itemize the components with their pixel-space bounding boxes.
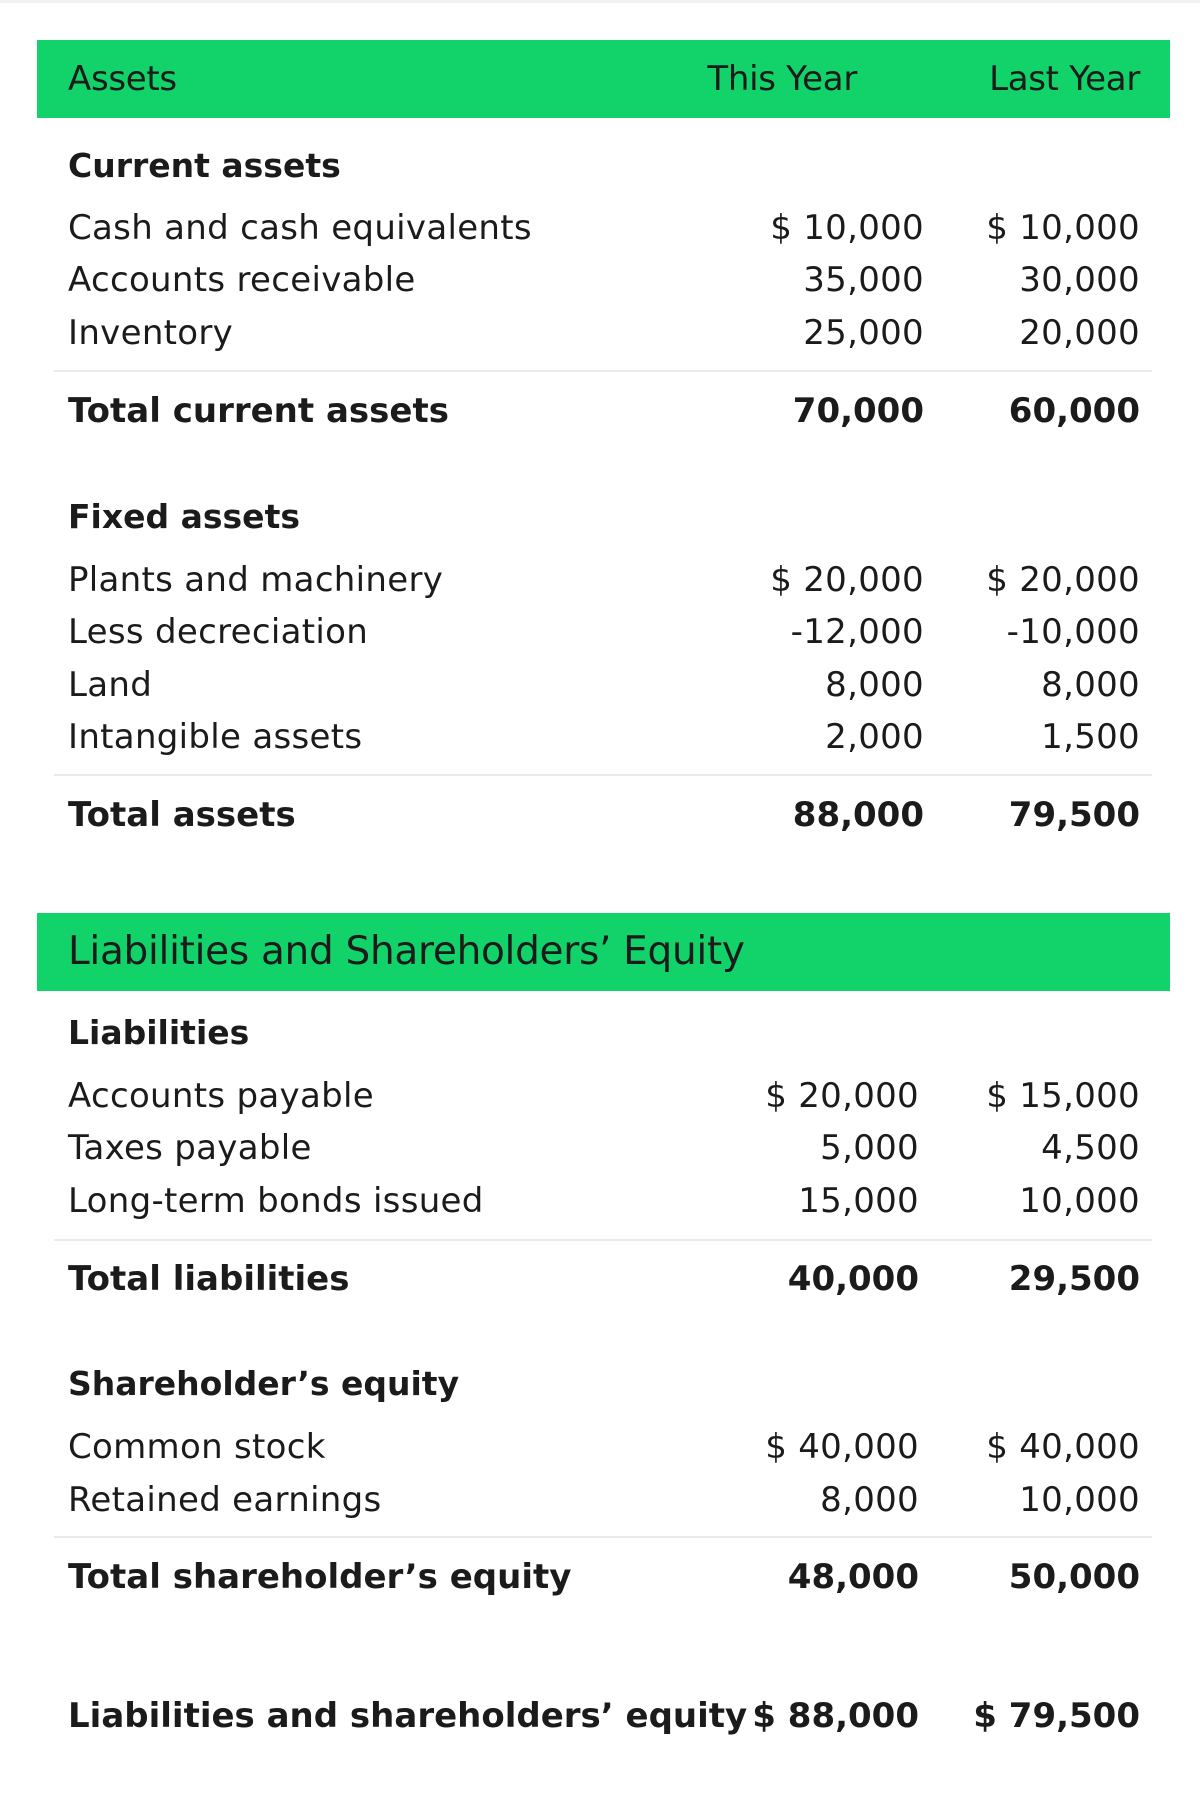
total-label: Total current assets bbox=[68, 391, 449, 431]
row-label: Land bbox=[68, 665, 153, 705]
row-label: Retained earnings bbox=[68, 1480, 382, 1520]
row-value-last-year: -10,000 bbox=[1006, 612, 1140, 652]
total-value-this-year: 40,000 bbox=[787, 1259, 919, 1299]
row-value-this-year: 2,000 bbox=[825, 717, 924, 757]
section-heading-label: Liabilities bbox=[68, 1013, 250, 1052]
total-row-liabilities bbox=[68, 1253, 1140, 1305]
row-value-this-year: $ 40,000 bbox=[765, 1427, 919, 1467]
total-label: Total assets bbox=[68, 795, 296, 835]
row-value-this-year: 5,000 bbox=[820, 1128, 919, 1168]
row-value-this-year: $ 20,000 bbox=[770, 560, 924, 600]
row-label: Less decreciation bbox=[68, 612, 369, 652]
row-label: Accounts receivable bbox=[68, 260, 416, 300]
assets-header-title: Assets bbox=[68, 59, 177, 99]
liabilities-header-title: Liabilities and Shareholders’ Equity bbox=[68, 929, 745, 974]
total-value-last-year: 50,000 bbox=[1008, 1557, 1140, 1597]
row-value-last-year: $ 10,000 bbox=[986, 208, 1140, 248]
row-value-last-year: 20,000 bbox=[1019, 313, 1140, 353]
row-value-this-year: -12,000 bbox=[790, 612, 924, 652]
row-value-this-year: 35,000 bbox=[803, 260, 924, 300]
row-label: Common stock bbox=[68, 1427, 326, 1467]
divider bbox=[54, 774, 1152, 776]
row-value-this-year: 15,000 bbox=[798, 1181, 919, 1221]
row-value-last-year: 4,500 bbox=[1041, 1128, 1140, 1168]
total-value-this-year: 88,000 bbox=[792, 795, 924, 835]
table-row bbox=[68, 554, 1140, 606]
row-value-this-year: $ 20,000 bbox=[765, 1076, 919, 1116]
total-label: Total shareholder’s equity bbox=[68, 1557, 572, 1597]
section-heading-fixed-assets bbox=[68, 491, 1140, 543]
total-label: Total liabilities bbox=[68, 1259, 350, 1299]
row-value-last-year: $ 20,000 bbox=[986, 560, 1140, 600]
total-value-this-year: 70,000 bbox=[792, 391, 924, 431]
total-value-this-year: 48,000 bbox=[787, 1557, 919, 1597]
table-row bbox=[68, 307, 1140, 359]
row-value-this-year: 8,000 bbox=[825, 665, 924, 705]
row-value-this-year: $ 10,000 bbox=[770, 208, 924, 248]
table-row bbox=[68, 1421, 1140, 1473]
row-value-last-year: 10,000 bbox=[1019, 1480, 1140, 1520]
row-value-last-year: 30,000 bbox=[1019, 260, 1140, 300]
section-heading-current-assets bbox=[68, 140, 1140, 192]
row-label: Taxes payable bbox=[68, 1128, 312, 1168]
section-heading-shareholders-equity bbox=[68, 1358, 1140, 1410]
row-label: Cash and cash equivalents bbox=[68, 208, 532, 248]
row-value-last-year: $ 15,000 bbox=[986, 1076, 1140, 1116]
table-row bbox=[68, 254, 1140, 306]
table-row bbox=[68, 1122, 1140, 1174]
grand-total-row bbox=[68, 1690, 1140, 1742]
divider bbox=[54, 370, 1152, 372]
table-row bbox=[68, 202, 1140, 254]
table-row bbox=[68, 606, 1140, 658]
row-label: Plants and machinery bbox=[68, 560, 444, 600]
table-row bbox=[68, 711, 1140, 763]
row-value-this-year: 25,000 bbox=[803, 313, 924, 353]
grand-total-this-year: $ 88,000 bbox=[752, 1696, 919, 1736]
divider bbox=[54, 1536, 1152, 1538]
row-label: Accounts payable bbox=[68, 1076, 374, 1116]
total-row-current-assets bbox=[68, 385, 1140, 437]
assets-header-bar bbox=[37, 40, 1170, 118]
column-header-last-year: Last Year bbox=[989, 59, 1140, 99]
section-heading-label: Shareholder’s equity bbox=[68, 1364, 460, 1403]
total-value-last-year: 29,500 bbox=[1008, 1259, 1140, 1299]
liabilities-header-bar bbox=[37, 913, 1170, 991]
row-label: Intangible assets bbox=[68, 717, 363, 757]
table-row bbox=[68, 1175, 1140, 1227]
grand-total-label: Liabilities and shareholders’ equity bbox=[68, 1696, 748, 1736]
total-row-shareholders-equity bbox=[68, 1551, 1140, 1603]
grand-total-last-year: $ 79,500 bbox=[973, 1696, 1140, 1736]
row-value-this-year: 8,000 bbox=[820, 1480, 919, 1520]
row-label: Inventory bbox=[68, 313, 234, 353]
table-row bbox=[68, 1474, 1140, 1526]
table-row bbox=[68, 659, 1140, 711]
row-value-last-year: 8,000 bbox=[1041, 665, 1140, 705]
row-value-last-year: 10,000 bbox=[1019, 1181, 1140, 1221]
total-value-last-year: 60,000 bbox=[1008, 391, 1140, 431]
divider bbox=[54, 1239, 1152, 1241]
row-label: Long-term bonds issued bbox=[68, 1181, 484, 1221]
section-heading-label: Fixed assets bbox=[68, 497, 300, 536]
column-header-this-year: This Year bbox=[707, 59, 857, 99]
row-value-last-year: 1,500 bbox=[1041, 717, 1140, 757]
section-heading-label: Current assets bbox=[68, 146, 341, 185]
total-row-assets bbox=[68, 789, 1140, 841]
row-value-last-year: $ 40,000 bbox=[986, 1427, 1140, 1467]
section-heading-liabilities bbox=[68, 1007, 1140, 1059]
table-row bbox=[68, 1070, 1140, 1122]
total-value-last-year: 79,500 bbox=[1008, 795, 1140, 835]
